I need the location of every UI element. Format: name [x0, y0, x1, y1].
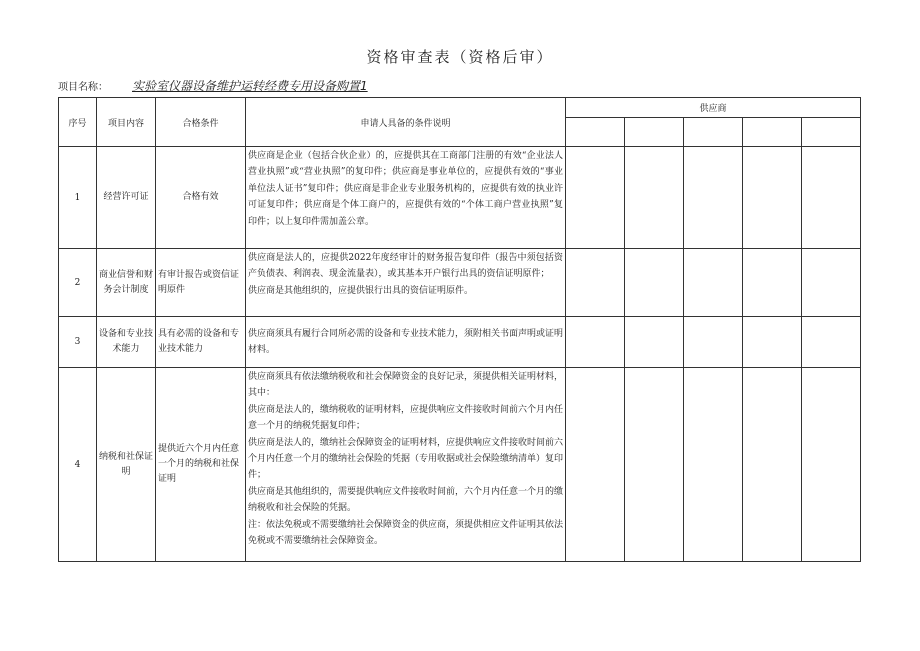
- table-row: [59, 147, 861, 249]
- row-item: 商业信誉和财务会计制度: [97, 249, 156, 317]
- header-criteria: 合格条件: [156, 98, 246, 147]
- supplier-col-3[interactable]: [684, 118, 743, 147]
- header-item: 项目内容: [97, 98, 156, 147]
- supplier-col-4[interactable]: [743, 118, 802, 147]
- row-item: 纳税和社保证明: [97, 368, 156, 562]
- header-description: 申请人具备的条件说明: [246, 98, 566, 147]
- header-row: [59, 98, 861, 118]
- description-line: 供应商是其他组织的，应提供银行出具的资信证明原件。: [248, 285, 474, 296]
- row-criteria: 有审计报告或资信证明原件: [156, 249, 246, 317]
- supplier-cell[interactable]: [743, 147, 802, 249]
- supplier-cell[interactable]: [684, 317, 743, 368]
- qualification-table: [58, 97, 861, 562]
- description-line: 供应商须具有依法缴纳税收和社会保障资金的良好记录，须提供相关证明材料，其中：: [248, 372, 564, 399]
- project-name-value: 实验室仪器设备维护运转经费专用设备购置1: [132, 79, 368, 93]
- table-row: [59, 368, 861, 562]
- supplier-cell[interactable]: [802, 147, 861, 249]
- description-line: 供应商须具有履行合同所必需的设备和专业技术能力，须附相关书面声明或证明材料。: [248, 328, 564, 355]
- row-criteria: 具有必需的设备和专业技术能力: [156, 317, 246, 368]
- supplier-col-1[interactable]: [566, 118, 625, 147]
- row-item: 设备和专业技术能力: [97, 317, 156, 368]
- supplier-cell[interactable]: [743, 368, 802, 562]
- supplier-cell[interactable]: [566, 147, 625, 249]
- description-line: 供应商是其他组织的，需要提供响应文件接收时间前，六个月内任意一个月的缴纳税收和社会保险的凭据。: [248, 486, 564, 514]
- supplier-cell[interactable]: [566, 249, 625, 317]
- page-title: 资格审查表（资格后审）: [366, 48, 554, 66]
- description-line: 注：依法免税或不需要缴纳社会保障资金的供应商，须提供相应文件证明其依法免税或不需要缴纳社会保障资金。: [248, 519, 564, 547]
- table-row: [59, 317, 861, 368]
- header-supplier: 供应商: [566, 98, 861, 118]
- row-description: [246, 249, 566, 317]
- supplier-cell[interactable]: [566, 317, 625, 368]
- row-criteria: 提供近六个月内任意一个月的纳税和社保证明: [156, 368, 246, 562]
- supplier-cell[interactable]: [743, 317, 802, 368]
- supplier-cell[interactable]: [684, 249, 743, 317]
- supplier-cell[interactable]: [625, 249, 684, 317]
- supplier-cell[interactable]: [625, 368, 684, 562]
- row-description: [246, 147, 566, 249]
- row-no: 3: [59, 317, 97, 368]
- supplier-cell[interactable]: [684, 368, 743, 562]
- supplier-col-2[interactable]: [625, 118, 684, 147]
- supplier-col-5[interactable]: [802, 118, 861, 147]
- row-no: 4: [59, 368, 97, 562]
- description-line: 供应商是法人的，应提供2022年度经审计的财务报告复印件（报告中须包括资产负债表、利润表、现金流量表），或其基本开户银行出具的资信证明原件；: [248, 253, 563, 280]
- project-name-label: 项目名称：: [58, 82, 108, 93]
- table-row: [59, 249, 861, 317]
- supplier-cell[interactable]: [802, 317, 861, 368]
- description-line: 供应商是法人的，缴纳社会保障资金的证明材料，应提供响应文件接收时间前六个月内任意一个月的缴纳社会保险的凭据（专用收据或社会保险缴纳清单）复印件；: [248, 437, 564, 481]
- description-line: 供应商是企业（包括合伙企业）的，应提供其在工商部门注册的有效“企业法人营业执照”或“营业执照”的复印件；供应商是事业单位的，应提供有效的“事业单位法人证书”复印件；供应商是非企业专业服务机构的，应提供有效的执业许可证复印件；供应商是个体工商户的，应提供有效的“个体工商户营业执照”复印件；以上复印件需加盖公章。: [248, 151, 563, 227]
- supplier-cell[interactable]: [684, 147, 743, 249]
- supplier-cell[interactable]: [625, 147, 684, 249]
- supplier-cell[interactable]: [802, 249, 861, 317]
- row-description: [246, 317, 566, 368]
- supplier-cell[interactable]: [802, 368, 861, 562]
- row-item: 经营许可证: [97, 147, 156, 249]
- row-no: 1: [59, 147, 97, 249]
- supplier-cell[interactable]: [566, 368, 625, 562]
- row-description: [246, 368, 566, 562]
- row-criteria: 合格有效: [156, 147, 246, 249]
- supplier-cell[interactable]: [625, 317, 684, 368]
- description-line: 供应商是法人的，缴纳税收的证明材料，应提供响应文件接收时间前六个月内任意一个月的纳税凭据复印件；: [248, 404, 564, 432]
- row-no: 2: [59, 249, 97, 317]
- project-name-line: [58, 77, 368, 94]
- supplier-cell[interactable]: [743, 249, 802, 317]
- header-no: 序号: [59, 98, 97, 147]
